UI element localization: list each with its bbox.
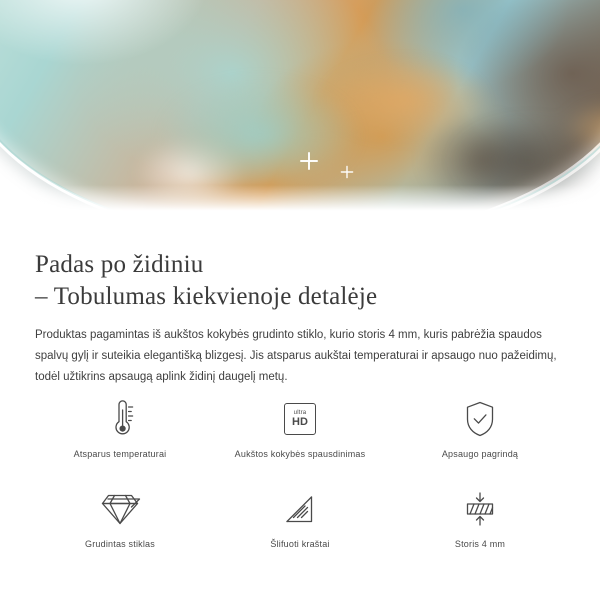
thermometer-icon (100, 396, 140, 442)
feature-label: Aukštos kokybės spausdinimas (234, 449, 366, 459)
feature-item-tempered-glass (30, 486, 210, 564)
feature-label: Šlifuoti kraštai (270, 539, 330, 549)
feature-item-temperature (30, 396, 210, 474)
shield-check-icon (462, 396, 498, 442)
ultra-hd-bottom-text: HD (292, 416, 308, 428)
feature-label: Atsparus temperaturai (73, 449, 167, 459)
feature-label: Storis 4 mm (454, 539, 506, 549)
feature-item-thickness (390, 486, 570, 564)
feature-item-surface-protection (390, 396, 570, 474)
feature-item-print-quality (210, 396, 390, 474)
page-title-line-1: Padas po židiniu (35, 250, 204, 278)
product-description-text: Produktas pagamintas iš aukštos kokybės grudinto stiklo, kurio storis 4 mm, kuris pabrėžia spaudos spalvų gylį ir suteikia elegantišką blizgesį. Jis atsparus aukštai temperaturai ir apsaugo nuo pažeidimų, todėl užtikrins apsaugą aplink židinį daugelį metų. (35, 328, 557, 383)
polished-edges-icon (281, 486, 319, 532)
feature-label: Grudintas stiklas (85, 539, 155, 549)
page-title-line-2: – Tobulumas kiekvienoje detalėje (35, 282, 378, 310)
ultra-hd-top-text: ultra (293, 410, 307, 416)
ultra-hd-icon (284, 396, 316, 442)
thickness-arrows-icon (460, 486, 500, 532)
feature-item-polished-edges (210, 486, 390, 564)
feature-label: Apsaugo pagrindą (441, 449, 519, 459)
page-title (35, 249, 565, 313)
feature-grid (30, 396, 570, 564)
diamond-icon (99, 486, 141, 532)
hero-fade-overlay (0, 185, 600, 215)
hero-image (0, 0, 600, 215)
